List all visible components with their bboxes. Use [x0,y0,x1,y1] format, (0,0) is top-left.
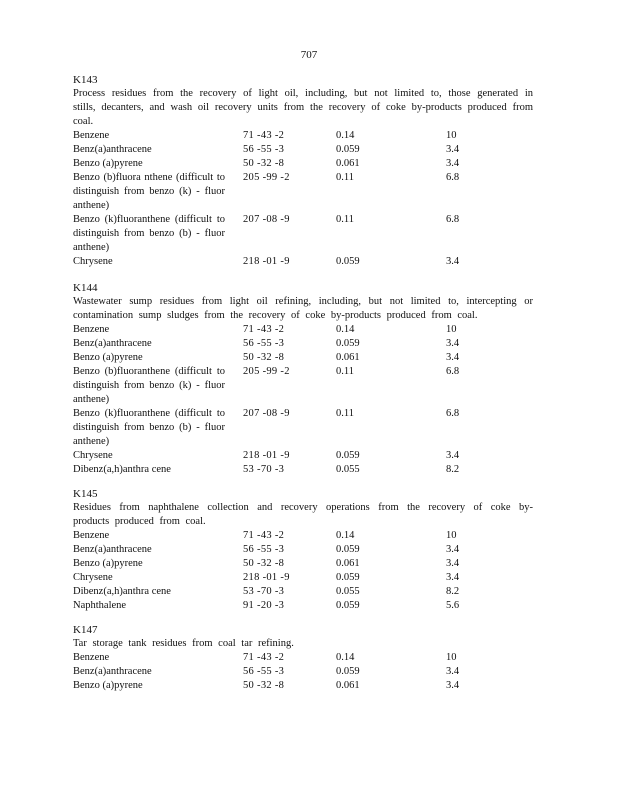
waste-section-k143 [73,73,533,269]
cas-number: 218 -01 -9 [243,256,290,267]
constituent-row [73,665,533,679]
wastewater-standard: 0.059 [336,144,360,155]
nonwastewater-standard: 8.2 [446,464,460,475]
nonwastewater-standard: 6.8 [446,366,460,377]
nonwastewater-standard: 10 [446,652,457,663]
nonwastewater-standard: 10 [446,130,457,141]
cas-number: 56 -55 -3 [243,144,285,155]
constituent-name: Naphthalene [73,600,127,611]
wastewater-standard: 0.11 [336,172,354,183]
constituent-row [73,157,533,171]
constituent-row [73,651,533,665]
nonwastewater-standard: 10 [446,530,457,541]
nonwastewater-standard: 3.4 [446,666,460,677]
waste-section-k144 [73,281,533,477]
constituent-name: Benz(a)anthracene [73,338,152,349]
wastewater-standard: 0.059 [336,450,360,461]
page-number: 707 [300,49,318,61]
cas-number: 56 -55 -3 [243,666,285,677]
constituent-table [73,129,533,269]
constituent-name: Benzene [73,652,110,663]
constituent-row [73,171,533,213]
cas-number: 207 -08 -9 [243,408,290,419]
wastewater-standard: 0.059 [336,256,360,267]
constituent-row [73,585,533,599]
wastewater-standard: 0.061 [336,158,360,169]
constituent-row [73,129,533,143]
wastewater-standard: 0.059 [336,572,360,583]
constituent-name: Benzene [73,530,110,541]
cas-number: 218 -01 -9 [243,450,290,461]
wastewater-standard: 0.059 [336,666,360,677]
cas-number: 50 -32 -8 [243,352,285,363]
cas-number: 71 -43 -2 [243,652,285,663]
constituent-row [73,323,533,337]
constituent-row [73,599,533,613]
waste-description: Wastewater sump residues from light oil refining, including, but not limited to, intercepting or contamination sump sludges from the recovery of coke by-products produced from coal. [73,296,533,321]
nonwastewater-standard: 3.4 [446,158,460,169]
wastewater-standard: 0.11 [336,408,354,419]
constituent-table [73,651,533,693]
nonwastewater-standard: 3.4 [446,558,460,569]
waste-code: K144 [73,282,98,294]
constituent-name: Benzo (b)fluoranthene (difficult to distinguish from benzo (k) - fluor anthene) [73,366,225,405]
wastewater-standard: 0.061 [336,352,360,363]
waste-code: K145 [73,488,98,500]
nonwastewater-standard: 3.4 [446,352,460,363]
nonwastewater-standard: 5.6 [446,600,460,611]
nonwastewater-standard: 3.4 [446,544,460,555]
constituent-row [73,255,533,269]
wastewater-standard: 0.061 [336,558,360,569]
cas-number: 50 -32 -8 [243,558,285,569]
cas-number: 91 -20 -3 [243,600,285,611]
constituent-row [73,337,533,351]
constituent-row [73,529,533,543]
constituent-name: Benzo (a)pyrene [73,558,143,569]
cas-number: 50 -32 -8 [243,680,285,691]
constituent-name: Benz(a)anthracene [73,144,152,155]
constituent-name: Benzo (k)fluoranthene (difficult to distinguish from benzo (b) - fluor anthene) [73,214,225,253]
cas-number: 56 -55 -3 [243,338,285,349]
cas-number: 50 -32 -8 [243,158,285,169]
wastewater-standard: 0.11 [336,366,354,377]
constituent-row [73,143,533,157]
wastewater-standard: 0.059 [336,544,360,555]
constituent-row [73,557,533,571]
waste-section-k147 [73,623,533,693]
constituent-name: Dibenz(a,h)anthra cene [73,464,171,475]
cas-number: 218 -01 -9 [243,572,290,583]
nonwastewater-standard: 3.4 [446,572,460,583]
cas-number: 53 -70 -3 [243,464,285,475]
constituent-name: Chrysene [73,256,113,267]
wastewater-standard: 0.059 [336,338,360,349]
constituent-name: Dibenz(a,h)anthra cene [73,586,171,597]
constituent-table [73,529,533,613]
cas-number: 71 -43 -2 [243,324,285,335]
cas-number: 71 -43 -2 [243,130,285,141]
wastewater-standard: 0.059 [336,600,360,611]
constituent-row [73,463,533,477]
constituent-table [73,323,533,477]
nonwastewater-standard: 3.4 [446,450,460,461]
constituent-name: Benzo (k)fluoranthene (difficult to distinguish from benzo (b) - fluor anthene) [73,408,225,447]
constituent-row [73,679,533,693]
cas-number: 56 -55 -3 [243,544,285,555]
nonwastewater-standard: 10 [446,324,457,335]
constituent-row [73,449,533,463]
waste-section-k145 [73,487,533,613]
cas-number: 207 -08 -9 [243,214,290,225]
constituent-name: Benz(a)anthracene [73,544,152,555]
constituent-name: Benzene [73,130,110,141]
wastewater-standard: 0.055 [336,586,360,597]
constituent-name: Benz(a)anthracene [73,666,152,677]
nonwastewater-standard: 3.4 [446,144,460,155]
wastewater-standard: 0.14 [336,652,355,663]
constituent-name: Benzene [73,324,110,335]
waste-code: K147 [73,624,98,636]
cas-number: 71 -43 -2 [243,530,285,541]
cas-number: 205 -99 -2 [243,172,290,183]
nonwastewater-standard: 6.8 [446,172,460,183]
nonwastewater-standard: 6.8 [446,214,460,225]
nonwastewater-standard: 8.2 [446,586,460,597]
wastewater-standard: 0.11 [336,214,354,225]
nonwastewater-standard: 3.4 [446,338,460,349]
wastewater-standard: 0.061 [336,680,360,691]
wastewater-standard: 0.14 [336,130,355,141]
constituent-row [73,407,533,449]
constituent-name: Benzo (b)fluora nthene (difficult to distinguish from benzo (k) - fluor anthene) [73,172,225,211]
constituent-name: Benzo (a)pyrene [73,158,143,169]
constituent-name: Benzo (a)pyrene [73,352,143,363]
waste-description: Tar storage tank residues from coal tar refining. [73,638,294,649]
nonwastewater-standard: 3.4 [446,680,460,691]
constituent-name: Chrysene [73,450,113,461]
wastewater-standard: 0.14 [336,324,355,335]
constituent-name: Chrysene [73,572,113,583]
waste-code: K143 [73,74,98,86]
cas-number: 205 -99 -2 [243,366,290,377]
cas-number: 53 -70 -3 [243,586,285,597]
constituent-name: Benzo (a)pyrene [73,680,143,691]
constituent-row [73,365,533,407]
wastewater-standard: 0.14 [336,530,355,541]
wastewater-standard: 0.055 [336,464,360,475]
constituent-row [73,571,533,585]
constituent-row [73,213,533,255]
waste-description: Process residues from the recovery of light oil, including, but not limited to, those generated in stills, decanters, and wash oil recovery units from the recovery of coke by-products produced from coal. [73,88,533,127]
nonwastewater-standard: 3.4 [446,256,460,267]
nonwastewater-standard: 6.8 [446,408,460,419]
waste-description: Residues from naphthalene collection and recovery operations from the recovery of coke by-products produced from coal. [73,502,533,527]
constituent-row [73,543,533,557]
constituent-row [73,351,533,365]
